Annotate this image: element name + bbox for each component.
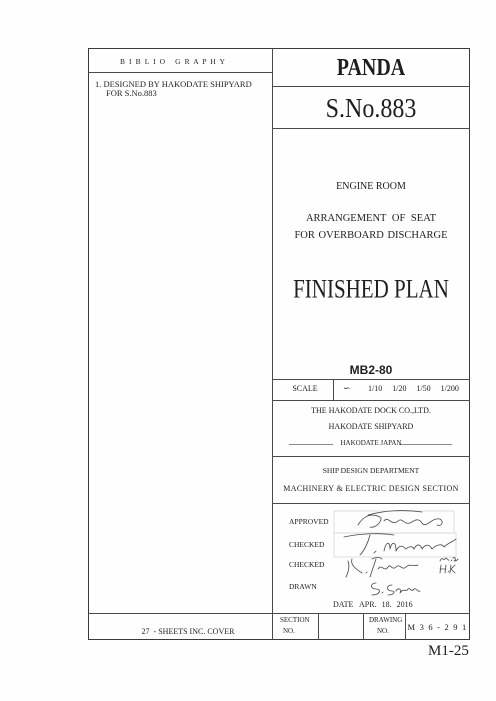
checked-1-label: CHECKED xyxy=(289,540,325,549)
scale-options: 1/10 1/20 1/50 1/200 xyxy=(368,384,459,393)
ship-number-rule xyxy=(272,128,470,129)
bibliography-header: B I B L I O G R A P H Y xyxy=(119,57,227,66)
drawing-subject-line1: ARRANGEMENT OF SEAT xyxy=(305,213,437,224)
ship-number: S.No.883 xyxy=(325,94,417,124)
drawn-label: DRAWN xyxy=(289,582,317,591)
company-shipyard: HAKODATE SHIPYARD xyxy=(328,422,414,431)
ship-name: PANDA xyxy=(336,54,406,82)
date-value: APR. 18. 2016 xyxy=(359,600,413,609)
drawing-no-label-line1: DRAWING xyxy=(369,616,403,624)
drawing-area: ENGINE ROOM xyxy=(336,181,406,192)
section-no-label-line2: NO. xyxy=(283,627,295,635)
company-name: THE HAKODATE DOCK CO.,LTD. xyxy=(311,406,431,415)
bibliography-header-rule xyxy=(88,72,272,73)
sheet-count: 27 - SHEETS INC. COVER xyxy=(141,627,235,636)
drawing-no-label-divider xyxy=(363,613,364,640)
scale-row-rule xyxy=(272,400,470,401)
company-location: HAKODATE JAPAN xyxy=(340,439,402,447)
bibliography-item-1-line2: FOR S.No.883 xyxy=(106,88,157,98)
checked-2-label: CHECKED xyxy=(289,560,325,569)
department-section: MACHINERY & ELECTRIC DESIGN SECTION xyxy=(283,484,459,493)
bibliography-item-1-line1: 1. DESIGNED BY HAKODATE SHIPYARD xyxy=(95,79,252,89)
company-box-rule xyxy=(272,456,470,457)
section-no-divider xyxy=(318,613,319,640)
ship-name-rule xyxy=(272,86,470,87)
approved-label: APPROVED xyxy=(289,517,329,526)
date-label: DATE xyxy=(333,600,354,609)
drawing-number: M 3 6 - 2 9 1 xyxy=(407,622,468,632)
department-box-rule xyxy=(272,503,470,504)
title-area-rule xyxy=(272,379,470,380)
scale-divider xyxy=(333,379,334,400)
column-divider xyxy=(272,48,273,640)
section-no-label-line1: SECTION xyxy=(280,616,310,624)
footer-row-rule xyxy=(88,613,470,614)
sheet-number: M1-25 xyxy=(428,643,469,659)
drawing-no-label-line2: NO. xyxy=(377,627,389,635)
drawing-code: MB2-80 xyxy=(349,363,393,377)
frame-border xyxy=(88,48,470,640)
plan-status: FINISHED PLAN xyxy=(293,273,449,304)
scale-mark: ∽ xyxy=(343,383,351,393)
scale-label: SCALE xyxy=(292,384,318,393)
department-name: SHIP DESIGN DEPARTMENT xyxy=(322,466,420,475)
drawing-subject-line2: FOR OVERBOARD DISCHARGE xyxy=(294,230,448,241)
